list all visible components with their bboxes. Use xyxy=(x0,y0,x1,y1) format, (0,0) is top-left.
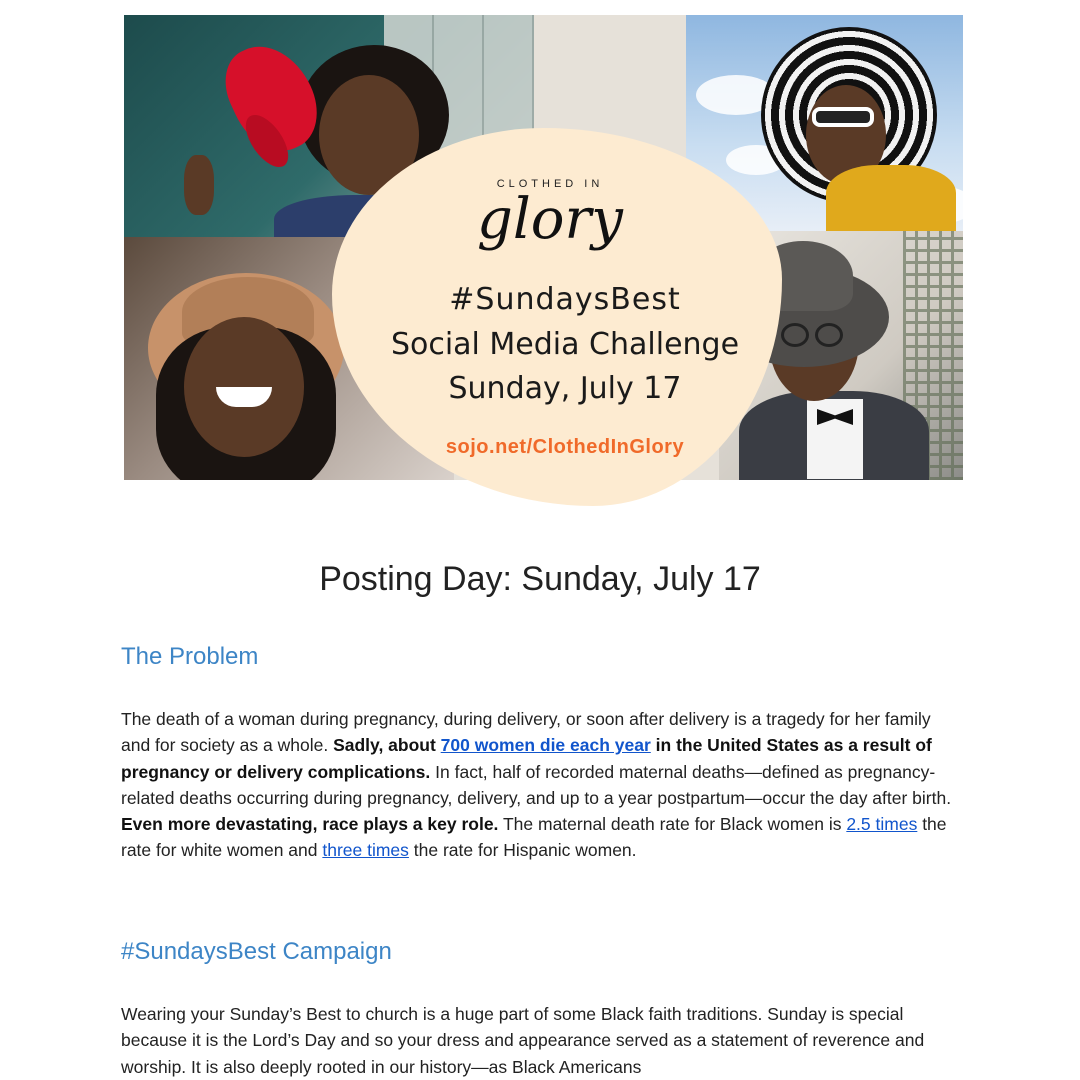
banner-date: Sunday, July 17 xyxy=(448,371,682,406)
problem-text-1: The death of a woman during pregnancy, during delivery, or soon after delivery is a tragedy for her family and for society as a whole. xyxy=(121,709,931,756)
problem-paragraph xyxy=(121,706,961,864)
problem-text-3: The maternal death rate for Black women is xyxy=(498,814,847,835)
banner-challenge: Social Media Challenge xyxy=(390,327,740,362)
posting-day-title: Posting Day: Sunday, July 17 xyxy=(319,560,761,598)
heading-the-problem: The Problem xyxy=(121,643,259,670)
link-three-times[interactable]: three times xyxy=(322,840,409,861)
problem-bold-2: in the United States as a result of pregnancy or delivery complications. xyxy=(121,735,932,782)
banner-clothed-in: CLOTHED IN xyxy=(496,178,604,190)
banner-glory-logo: glory xyxy=(477,187,623,252)
heading-sundaysbest-campaign: #SundaysBest Campaign xyxy=(121,938,392,965)
link-2-5-times[interactable]: 2.5 times xyxy=(846,814,918,835)
link-700-women[interactable]: 700 women die each year xyxy=(440,735,651,756)
problem-text-5: the rate for Hispanic women. xyxy=(408,840,637,861)
campaign-paragraph: Wearing your Sunday’s Best to church is a huge part of some Black faith traditions. Sunday is special because it is the Lord’s Day and so your dress and appearance served as a statement of reverence and worship. It is also deeply rooted in our history—as Black Americans xyxy=(121,1004,925,1077)
problem-bold-1: Sadly, about xyxy=(333,735,441,756)
problem-text-2: In fact, half of recorded maternal deaths—defined as pregnancy-related deaths occurring during pregnancy, delivery, and up to a year postpartum—occur the day after birth. xyxy=(121,761,952,808)
banner-hashtag: #SundaysBest xyxy=(449,282,681,317)
problem-text-4: the rate for white women and xyxy=(121,814,947,861)
banner-url: sojo.net/ClothedInGlory xyxy=(445,436,685,458)
problem-bold-3: Even more devastating, race plays a key role. xyxy=(121,814,499,835)
